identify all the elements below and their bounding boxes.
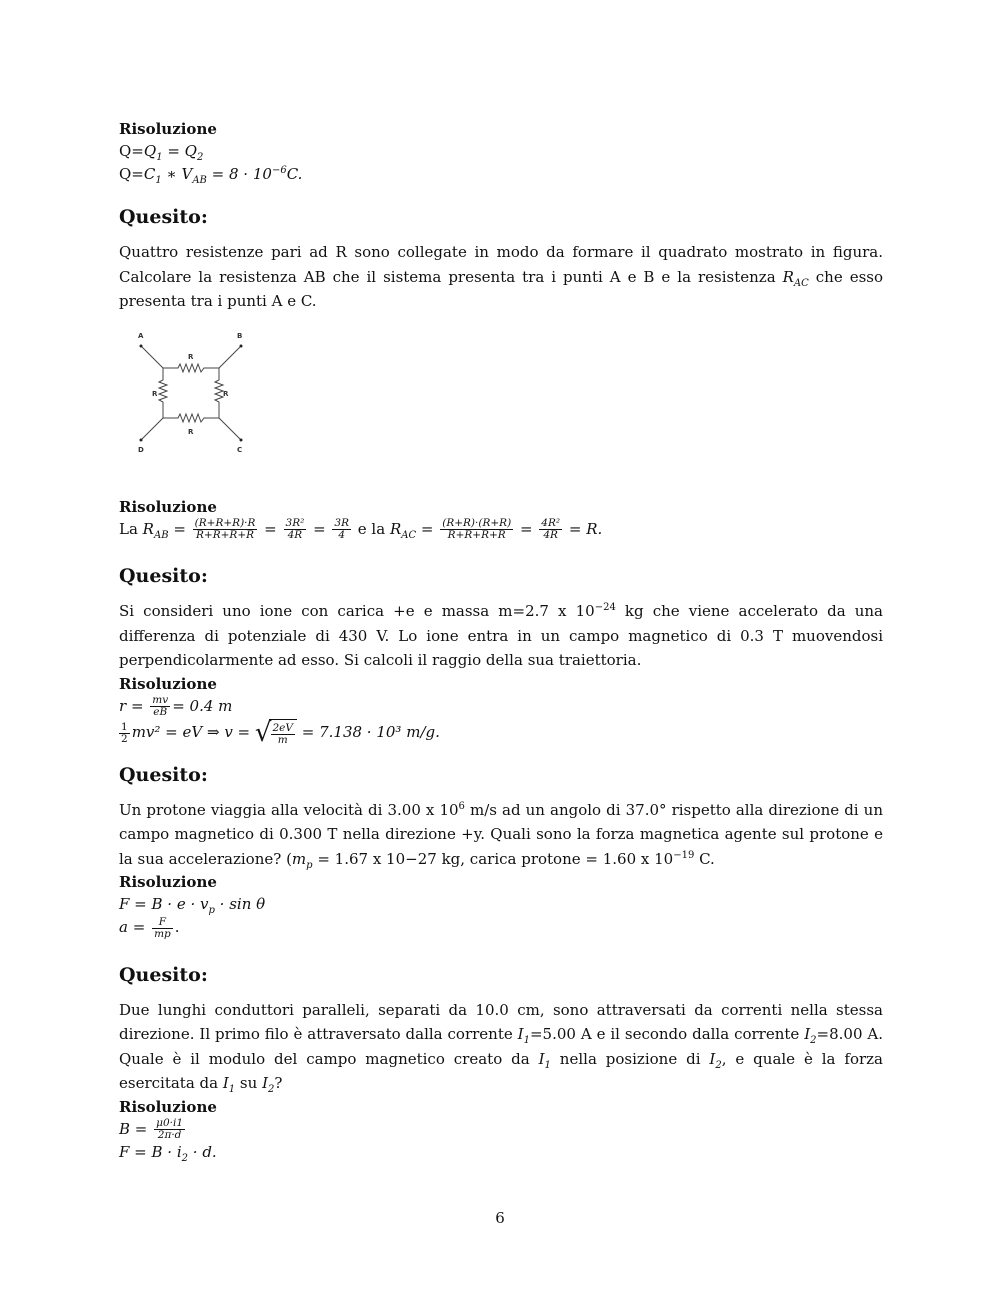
eq-body: $C_1$ ∗ $V_{AB} = 8 \cdot 10^{-6}C$. [143, 165, 303, 186]
question-text: Un protone viaggia alla velocità di 3.00 x $10^6$ m/s ad un angolo di 37.0° rispetto alla direzione di un campo magnetico di 0.300 T nella direzione +y. Quali sono la forza magnetica agente sul protone e la sua accelerazione? ($m_p = 1.67$ x 10−27 kg, carica protone = 1.60 x $10^{-19}$ C. [119, 800, 883, 871]
eq-body: $Q_1 = Q_2$ [143, 142, 204, 163]
label-r-right: R [223, 389, 229, 398]
equation [119, 140, 883, 163]
label-b: B [237, 331, 243, 340]
question-text: Quattro resistenze pari ad R sono collegate in modo da formare il quadrato mostrato in figura. Calcolare la resistenza AB che il sistema presenta tra i punti A e B e la resistenza $R_{AC}$ che esso presenta tra i punti A e C. [119, 243, 883, 310]
label-c: C [237, 445, 243, 454]
equation: La $R_{AB}$ = $\frac{(R+R+R)\cdot R}{R+R+R+R}$ = $\frac{\text{3R²}}{4R}$ = $\frac{3R}{4}$ e la $R_{AC}$ = $\frac{(R+R)\cdot(R+R)}{R+R+R+R}$ = $\frac{\text{4R²}}{4R}$ = R. [119, 517, 603, 541]
equation: $F = B \cdot i_2 \cdot d$. [119, 1143, 217, 1165]
question-title: Quesito: [119, 963, 208, 986]
page-content [119, 118, 883, 1164]
fraction: $\frac{(R+R)\cdot(R+R)}{R+R+R+R}$ [442, 517, 512, 541]
label-r-bottom: R [188, 427, 194, 436]
section-heading: Risoluzione [119, 873, 217, 892]
resistor-square-diagram [119, 328, 259, 458]
equation: a = $\frac{F}{mp}$ . [119, 915, 180, 940]
section-heading: Risoluzione [119, 497, 217, 516]
equation [119, 163, 883, 186]
eq-prefix: Q= [119, 142, 144, 160]
fraction: $\frac{\text{4R²}}{4R}$ [541, 517, 561, 541]
square-root: √ $\frac{2eV}{m}$ [255, 718, 297, 748]
label-d: D [138, 445, 144, 454]
fraction: $\frac{F}{mp}$ [154, 915, 171, 940]
label-r-left: R [152, 389, 158, 398]
fraction: $\frac{\text{3R²}}{4R}$ [285, 517, 305, 541]
fraction: $\frac{2eV}{m}$ [272, 722, 293, 747]
label-r-top: R [188, 352, 194, 361]
fraction: $\frac{mv}{eB}$ [152, 694, 169, 718]
eq-prefix: Q= [119, 165, 144, 183]
question-text: Si consideri uno ione con carica +e e massa m=2.7 x $10^{-24}$ kg che viene accelerato da una differenza di potenziale di 430 V. Lo ione entra in un campo magnetico di 0.3 T muovendosi perpendicolarmente ad esso. Si calcoli il raggio della sua traiettoria. [119, 602, 884, 669]
section-heading: Risoluzione [119, 120, 217, 138]
question-title: Quesito: [119, 206, 208, 228]
label-a: A [138, 331, 144, 340]
fraction: $\frac{3R}{4}$ [334, 517, 350, 541]
section-heading: Risoluzione [119, 1097, 217, 1116]
equation: B = $\frac{\mu 0\cdot i1}{2\pi\cdot d}$ [119, 1117, 184, 1142]
equation: r = $\frac{mv}{eB}$ = 0.4 m [119, 694, 233, 718]
fraction: $\frac{(R+R+R)\cdot R}{R+R+R+R}$ [194, 517, 256, 541]
fraction: $\frac{1}{2}$ [121, 720, 128, 745]
question-text: Due lunghi conduttori paralleli, separati da 10.0 cm, sono attraversati da correnti nella stessa direzione. Il primo filo è attraversato dalla corrente $I_1=5.00$ A e il secondo dalla corrente $I_2=8.00$ A. Quale è il modulo del campo magnetico creato da $I_1$ nella posizione di $I_2$, e quale è la forza esercitata da $I_1$ su $I_2$? [119, 1000, 884, 1096]
page-number: 6 [495, 1209, 505, 1227]
question-title: Quesito: [119, 763, 208, 786]
equation: $F = B \cdot e \cdot v_p \cdot \sin \theta$ [119, 895, 266, 917]
section-heading: Risoluzione [119, 674, 217, 693]
fraction: $\frac{\mu 0\cdot i1}{2\pi\cdot d}$ [156, 1117, 184, 1142]
equation: $\frac{1}{2}$ mv² = eV ⇒ v = √ $\frac{2eV}{m}$ = 7.138 · 10³ m/g. [121, 718, 440, 749]
question-title: Quesito: [119, 565, 208, 587]
